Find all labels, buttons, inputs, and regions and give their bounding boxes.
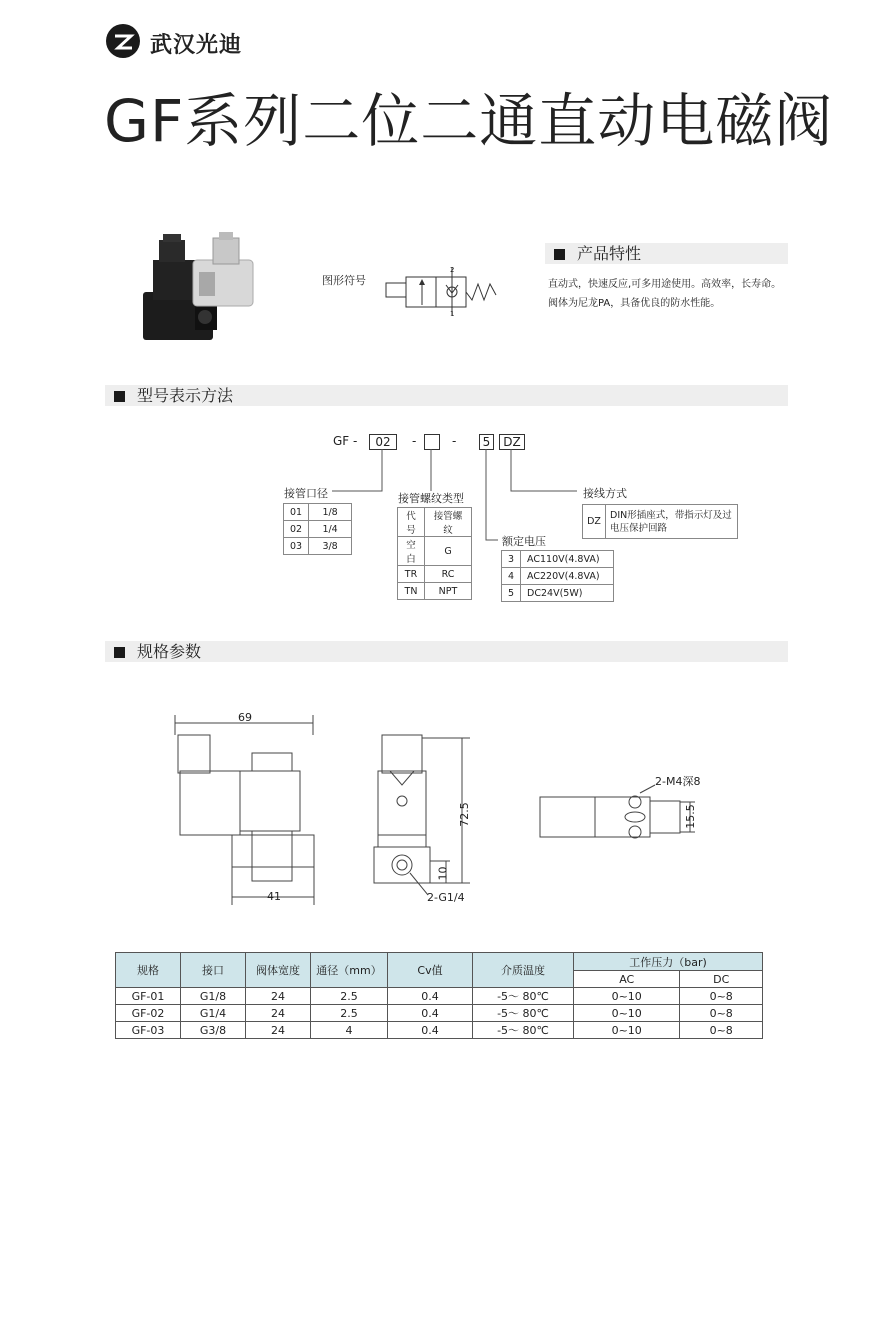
table-cell: 2.5 xyxy=(311,1005,388,1022)
col-header: 介质温度 xyxy=(473,953,574,988)
table-cell: 代号 xyxy=(398,508,425,537)
table-cell: -5～ 80℃ xyxy=(473,1005,574,1022)
table-row xyxy=(284,538,352,555)
port-size-table xyxy=(283,503,352,555)
table-cell: 24 xyxy=(246,988,311,1005)
table-cell: 02 xyxy=(284,521,309,538)
table-cell: 0~8 xyxy=(680,1005,763,1022)
table-cell: GF-02 xyxy=(116,1005,181,1022)
dim-pitch: 15.5 xyxy=(683,804,697,829)
wiring-label: 接线方式 xyxy=(583,487,627,500)
wiring-code: DZ xyxy=(583,505,606,538)
table-cell: 5 xyxy=(502,585,521,602)
wiring-box xyxy=(582,504,738,539)
table-row xyxy=(502,568,614,585)
table-cell: 4 xyxy=(311,1022,388,1039)
table-cell: GF-03 xyxy=(116,1022,181,1039)
table-cell: TR xyxy=(398,566,425,583)
features-heading: 产品特性 xyxy=(577,244,642,263)
dim-width: 69 xyxy=(238,711,252,724)
table-cell: AC110V(4.8VA) xyxy=(521,551,614,568)
symbol-label: 图形符号 xyxy=(322,274,366,287)
col-header: 接口 xyxy=(181,953,246,988)
table-row xyxy=(284,504,352,521)
dim-low: 10 xyxy=(436,866,450,881)
table-cell: 0~8 xyxy=(680,988,763,1005)
table-cell: G1/8 xyxy=(181,988,246,1005)
table-row xyxy=(116,1005,763,1022)
wiring-desc-line-2: 电压保护回路 xyxy=(610,523,668,534)
table-cell: -5～ 80℃ xyxy=(473,1022,574,1039)
table-row xyxy=(502,585,614,602)
table-row xyxy=(398,566,472,583)
table-cell: NPT xyxy=(425,583,472,600)
table-cell: 2.5 xyxy=(311,988,388,1005)
table-row xyxy=(116,988,763,1005)
dim-height: 72.5 xyxy=(457,802,471,827)
table-cell: G3/8 xyxy=(181,1022,246,1039)
table-row xyxy=(398,508,472,537)
table-cell: 0.4 xyxy=(388,1022,473,1039)
table-cell: G xyxy=(425,537,472,566)
table-cell: GF-01 xyxy=(116,988,181,1005)
table-cell: G1/4 xyxy=(181,1005,246,1022)
company-name: 武汉光迪 xyxy=(150,33,243,58)
table-row xyxy=(116,1022,763,1039)
table-cell: 0~10 xyxy=(574,1022,680,1039)
voltage-table xyxy=(501,550,614,602)
voltage-label: 额定电压 xyxy=(502,535,546,548)
model-code-port: 02 xyxy=(369,434,397,450)
table-cell: 0~10 xyxy=(574,988,680,1005)
table-cell: DC24V(5W) xyxy=(521,585,614,602)
table-cell: 1/4 xyxy=(309,521,352,538)
table-cell: 4 xyxy=(502,568,521,585)
table-cell: TN xyxy=(398,583,425,600)
table-cell: 3/8 xyxy=(309,538,352,555)
table-cell: 24 xyxy=(246,1022,311,1039)
table-cell: 3 xyxy=(502,551,521,568)
table-cell: -5～ 80℃ xyxy=(473,988,574,1005)
wiring-desc-line-1: DIN形插座式，带指示灯及过 xyxy=(610,510,732,521)
table-row xyxy=(398,537,472,566)
dim-base: 41 xyxy=(267,890,281,903)
table-cell: 0.4 xyxy=(388,1005,473,1022)
spec-table xyxy=(115,952,763,1039)
col-header: 阀体宽度 xyxy=(246,953,311,988)
dim-port: 2-G1/4 xyxy=(427,891,465,904)
wiring-desc xyxy=(610,509,732,535)
col-subheader: DC xyxy=(680,971,763,988)
specs-band xyxy=(105,641,788,662)
thread-label: 接管螺纹类型 xyxy=(398,492,464,505)
col-header: 工作压力（bar) xyxy=(574,953,763,971)
dim-mount: 2-M4深8 xyxy=(655,775,701,788)
table-cell: 03 xyxy=(284,538,309,555)
col-header: Cv值 xyxy=(388,953,473,988)
model-heading: 型号表示方法 xyxy=(137,386,234,405)
features-line-1: 直动式，快速反应,可多用途使用。高效率，长寿命。 xyxy=(548,279,782,290)
model-prefix: GF - xyxy=(333,434,358,448)
specs-heading: 规格参数 xyxy=(137,642,202,661)
table-header-row xyxy=(116,953,763,971)
model-code-voltage: 5 xyxy=(479,434,494,450)
table-cell: 0~10 xyxy=(574,1005,680,1022)
port-1-label: 1 xyxy=(450,310,455,318)
features-line-2: 阀体为尼龙PA，具备优良的防水性能。 xyxy=(548,298,721,309)
col-header: 通径（mm） xyxy=(311,953,388,988)
thread-table xyxy=(397,507,472,600)
table-cell: 0~8 xyxy=(680,1022,763,1039)
table-cell: RC xyxy=(425,566,472,583)
col-subheader: AC xyxy=(574,971,680,988)
col-header: 规格 xyxy=(116,953,181,988)
table-cell: 0.4 xyxy=(388,988,473,1005)
table-cell: 24 xyxy=(246,1005,311,1022)
table-cell: 1/8 xyxy=(309,504,352,521)
model-dash-2: - xyxy=(452,434,457,448)
square-bullet-icon xyxy=(114,647,125,658)
port-2-label: 2 xyxy=(450,266,455,274)
page-title: GF系列二位二通直动电磁阀 xyxy=(104,87,834,155)
table-row xyxy=(284,521,352,538)
table-cell: 接管螺纹 xyxy=(425,508,472,537)
model-code-wiring: DZ xyxy=(499,434,525,450)
table-cell: 空白 xyxy=(398,537,425,566)
table-cell: AC220V(4.8VA) xyxy=(521,568,614,585)
port-size-label: 接管口径 xyxy=(284,487,328,500)
table-cell: 01 xyxy=(284,504,309,521)
table-row xyxy=(398,583,472,600)
table-row xyxy=(502,551,614,568)
dimension-drawings xyxy=(160,705,720,915)
model-dash-1: - xyxy=(412,434,417,448)
